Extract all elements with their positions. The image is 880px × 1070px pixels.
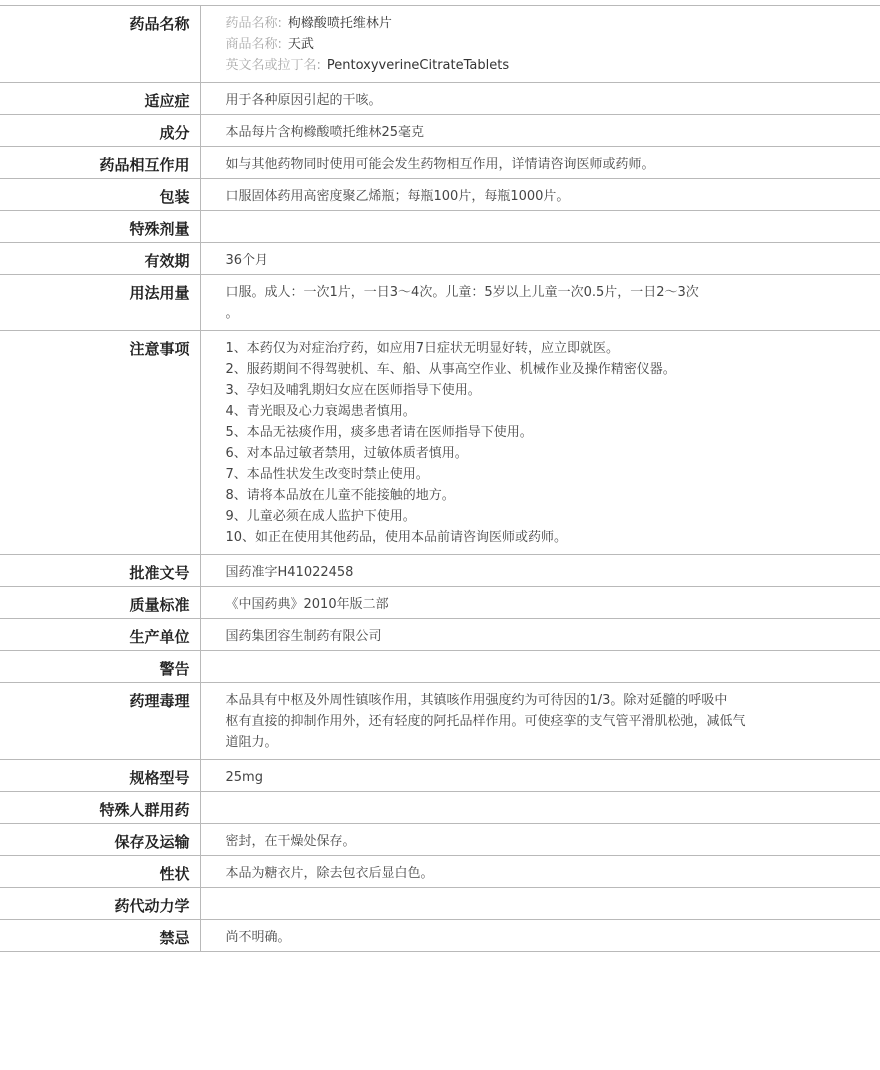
label-specification: 规格型号 [0, 760, 200, 792]
value-special-population [200, 792, 880, 824]
pharmacology-line: 枢有直接的抑制作用外，还有轻度的阿托品样作用。可使痉挛的支气管平滑肌松弛，减低气 [225, 714, 746, 729]
row-validity [0, 243, 880, 275]
value-pharmacokinetics [200, 888, 880, 920]
value-storage: 密封，在干燥处保存。 [200, 824, 880, 856]
value-warning [200, 651, 880, 683]
trade-name-value: 天武 [287, 37, 314, 52]
row-storage [0, 824, 880, 856]
row-standard [0, 587, 880, 619]
row-special-dose [0, 211, 880, 243]
row-contraindication [0, 920, 880, 952]
label-indication: 适应症 [0, 83, 200, 115]
label-appearance: 性状 [0, 856, 200, 888]
label-special-population: 特殊人群用药 [0, 792, 200, 824]
value-special-dose [200, 211, 880, 243]
value-pharmacology [200, 683, 880, 760]
pharmacology-line: 道阻力。 [225, 735, 278, 750]
generic-name-key: 药品名称: [225, 16, 282, 31]
row-pharmacology [0, 683, 880, 760]
value-interaction: 如与其他药物同时使用可能会发生药物相互作用，详情请咨询医师或药师。 [200, 147, 880, 179]
label-pharmacokinetics: 药代动力学 [0, 888, 200, 920]
row-package [0, 179, 880, 211]
row-manufacturer [0, 619, 880, 651]
pharmacology-line: 本品具有中枢及外周性镇咳作用，其镇咳作用强度约为可待因的1/3。除对延髓的呼吸中 [225, 693, 728, 708]
row-appearance [0, 856, 880, 888]
precaution-item: 9、儿童必须在成人监护下使用。 [225, 509, 416, 524]
label-validity: 有效期 [0, 243, 200, 275]
precaution-item: 2、服药期间不得驾驶机、车、船、从事高空作业、机械作业及操作精密仪器。 [225, 362, 676, 377]
value-manufacturer: 国药集团容生制药有限公司 [200, 619, 880, 651]
label-manufacturer: 生产单位 [0, 619, 200, 651]
precaution-item: 4、青光眼及心力衰竭患者慎用。 [225, 404, 416, 419]
usage-line: 。 [225, 306, 239, 321]
label-interaction: 药品相互作用 [0, 147, 200, 179]
row-indication [0, 83, 880, 115]
precaution-item: 5、本品无祛痰作用，痰多患者请在医师指导下使用。 [225, 425, 533, 440]
row-composition [0, 115, 880, 147]
row-pharmacokinetics [0, 888, 880, 920]
row-warning [0, 651, 880, 683]
row-specification [0, 760, 880, 792]
precaution-item: 3、孕妇及哺乳期妇女应在医师指导下使用。 [225, 383, 481, 398]
label-package: 包装 [0, 179, 200, 211]
value-usage [200, 275, 880, 331]
precaution-item: 1、本药仅为对症治疗药，如应用7日症状无明显好转，应立即就医。 [225, 341, 620, 356]
row-special-population [0, 792, 880, 824]
label-composition: 成分 [0, 115, 200, 147]
value-drug-name [200, 6, 880, 83]
precaution-item: 6、对本品过敏者禁用，过敏体质者慎用。 [225, 446, 468, 461]
precaution-item: 8、请将本品放在儿童不能接触的地方。 [225, 488, 455, 503]
label-pharmacology: 药理毒理 [0, 683, 200, 760]
value-package: 口服固体药用高密度聚乙烯瓶；每瓶100片，每瓶1000片。 [200, 179, 880, 211]
english-name-value: PentoxyverineCitrateTablets [326, 58, 510, 73]
english-name-key: 英文名或拉丁名: [225, 58, 321, 73]
generic-name-value: 枸橼酸喷托维林片 [287, 16, 392, 31]
value-appearance: 本品为糖衣片，除去包衣后显白色。 [200, 856, 880, 888]
label-approval: 批准文号 [0, 555, 200, 587]
value-composition: 本品每片含枸橼酸喷托维林25毫克 [200, 115, 880, 147]
label-standard: 质量标准 [0, 587, 200, 619]
precaution-item: 7、本品性状发生改变时禁止使用。 [225, 467, 429, 482]
value-indication: 用于各种原因引起的干咳。 [200, 83, 880, 115]
value-precautions [200, 331, 880, 555]
label-contraindication: 禁忌 [0, 920, 200, 952]
value-specification: 25mg [200, 760, 880, 792]
value-contraindication: 尚不明确。 [200, 920, 880, 952]
value-approval: 国药准字H41022458 [200, 555, 880, 587]
row-approval [0, 555, 880, 587]
row-interaction [0, 147, 880, 179]
label-warning: 警告 [0, 651, 200, 683]
row-usage [0, 275, 880, 331]
label-drug-name: 药品名称 [0, 6, 200, 83]
value-standard: 《中国药典》2010年版二部 [200, 587, 880, 619]
precaution-item: 10、如正在使用其他药品，使用本品前请咨询医师或药师。 [225, 530, 568, 545]
label-special-dose: 特殊剂量 [0, 211, 200, 243]
drug-spec-table [0, 5, 880, 952]
trade-name-key: 商品名称: [225, 37, 282, 52]
row-drug-name [0, 6, 880, 83]
value-validity: 36个月 [200, 243, 880, 275]
label-precautions: 注意事项 [0, 331, 200, 555]
row-precautions [0, 331, 880, 555]
label-usage: 用法用量 [0, 275, 200, 331]
usage-line: 口服。成人：一次1片，一日3～4次。儿童：5岁以上儿童一次0.5片，一日2～3次 [225, 285, 699, 300]
label-storage: 保存及运输 [0, 824, 200, 856]
